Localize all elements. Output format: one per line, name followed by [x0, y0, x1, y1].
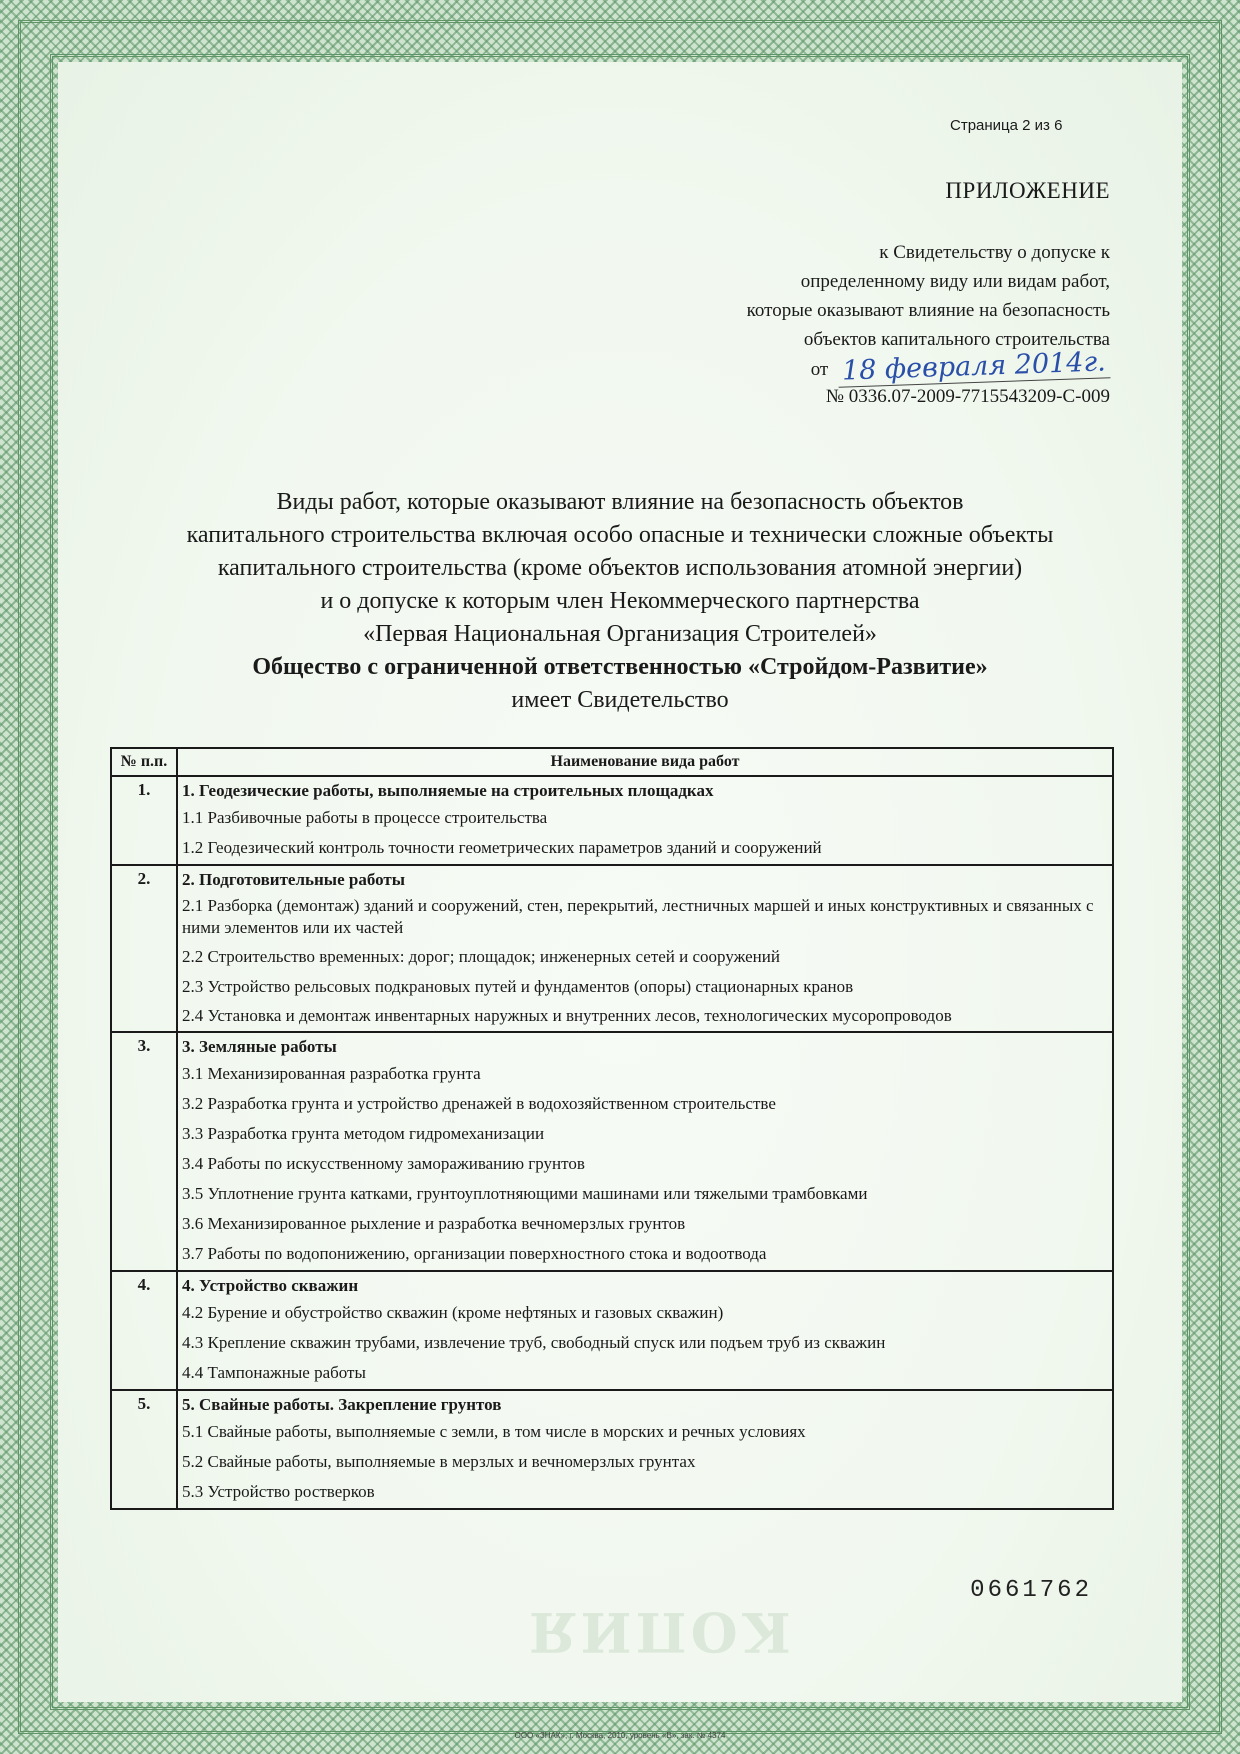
reference-line: определенному виду или видам работ, — [800, 271, 1110, 292]
table-row — [111, 1271, 1113, 1390]
group-title: 4. Устройство скважин — [182, 1276, 359, 1295]
printer-imprint: ООО «ЗНАК», г. Москва, 2010, уровень «В», зак. № 4374 — [514, 1731, 726, 1740]
work-item: 2.3 Устройство рельсовых подкрановых путей и фундаментов (опоры) стационарных кранов — [182, 977, 854, 996]
table-row — [111, 1390, 1113, 1509]
group-cell — [177, 1032, 1113, 1271]
group-title: 2. Подготовительные работы — [182, 870, 406, 889]
work-item: 1.1 Разбивочные работы в процессе строительства — [182, 808, 548, 827]
group-title: 3. Земляные работы — [182, 1037, 337, 1056]
handwritten-date: 18 февраля 2014г. — [838, 346, 1111, 387]
group-title: 1. Геодезические работы, выполняемые на строительных площадках — [182, 781, 714, 800]
group-number: 2. — [111, 865, 177, 1032]
table-row — [111, 865, 1113, 1032]
work-item: 5.2 Свайные работы, выполняемые в мерзлых и вечномерзлых грунтах — [182, 1452, 696, 1471]
work-item: 5.1 Свайные работы, выполняемые с земли, в том числе в морских и речных условиях — [182, 1422, 806, 1441]
heading-line: Виды работ, которые оказывают влияние на безопасность объектов — [276, 489, 964, 515]
heading-line: и о допуске к которым член Некоммерческого партнерства — [320, 588, 920, 614]
group-number: 4. — [111, 1271, 177, 1390]
work-item: 3.2 Разработка грунта и устройство дренажей в водохозяйственном строительстве — [182, 1094, 776, 1113]
work-item: 3.3 Разработка грунта методом гидромеханизации — [182, 1124, 545, 1143]
certificate-reference — [590, 238, 1110, 354]
company-name: Общество с ограниченной ответственностью «Стройдом-Развитие» — [252, 654, 988, 680]
appendix-title: ПРИЛОЖЕНИЕ — [945, 178, 1110, 203]
column-header-work-type: Наименование вида работ — [177, 748, 1113, 776]
work-item: 3.1 Механизированная разработка грунта — [182, 1064, 481, 1083]
heading-line: капитального строительства (кроме объектов использования атомной энергии) — [217, 555, 1023, 581]
heading-line: капитального строительства включая особо опасные и технически сложные объекты — [186, 522, 1054, 548]
group-cell — [177, 1390, 1113, 1509]
serial-number: 0661762 — [970, 1577, 1092, 1604]
group-number: 3. — [111, 1032, 177, 1271]
heading-line: «Первая Национальная Организация Строителей» — [363, 621, 877, 647]
work-item: 2.1 Разборка (демонтаж) зданий и сооружений, стен, перекрытий, лестничных маршей и иных конструктивных и связанных с ними элементов или их частей — [182, 896, 1094, 937]
work-item: 3.5 Уплотнение грунта катками, грунтоуплотняющими машинами или тяжелыми трамбовками — [182, 1184, 868, 1203]
work-item: 5.3 Устройство ростверков — [182, 1482, 375, 1501]
date-prefix: от — [810, 359, 829, 380]
reference-line: которые оказывают влияние на безопасность — [746, 300, 1110, 321]
reference-line: объектов капитального строительства — [803, 329, 1110, 350]
group-title: 5. Свайные работы. Закрепление грунтов — [182, 1395, 502, 1414]
heading-tail: имеет Свидетельство — [511, 687, 729, 713]
work-item: 4.4 Тампонажные работы — [182, 1363, 366, 1382]
work-item: 3.4 Работы по искусственному замораживанию грунтов — [182, 1154, 585, 1173]
group-number: 5. — [111, 1390, 177, 1509]
work-item: 3.6 Механизированное рыхление и разработка вечномерзлых грунтов — [182, 1214, 686, 1233]
work-item: 3.7 Работы по водопонижению, организации поверхностного стока и водоотвода — [182, 1244, 767, 1263]
work-item: 2.4 Установка и демонтаж инвентарных наружных и внутренних лесов, технологических мусоропроводов — [182, 1006, 952, 1025]
group-cell — [177, 776, 1113, 865]
table-row — [111, 776, 1113, 865]
document-heading — [110, 486, 1130, 717]
page-number: Страница 2 из 6 — [950, 117, 1063, 134]
works-table — [110, 747, 1114, 1510]
group-cell — [177, 865, 1113, 1032]
work-item: 1.2 Геодезический контроль точности геометрических параметров зданий и сооружений — [182, 838, 822, 857]
column-header-number: № п.п. — [111, 748, 177, 776]
table-row — [111, 1032, 1113, 1271]
copy-watermark: КОПИЯ — [525, 1600, 791, 1664]
work-item: 4.3 Крепление скважин трубами, извлечение труб, свободный спуск или подъем труб из скважин — [182, 1333, 886, 1352]
reference-line: к Свидетельству о допуске к — [879, 242, 1110, 263]
group-cell — [177, 1271, 1113, 1390]
table-header-row — [111, 748, 1113, 776]
work-item: 4.2 Бурение и обустройство скважин (кроме нефтяных и газовых скважин) — [182, 1303, 724, 1322]
work-item: 2.2 Строительство временных: дорог; площадок; инженерных сетей и сооружений — [182, 947, 780, 966]
issue-date-line — [810, 346, 1110, 387]
certificate-number: № 0336.07-2009-7715543209-С-009 — [825, 386, 1110, 407]
group-number: 1. — [111, 776, 177, 865]
